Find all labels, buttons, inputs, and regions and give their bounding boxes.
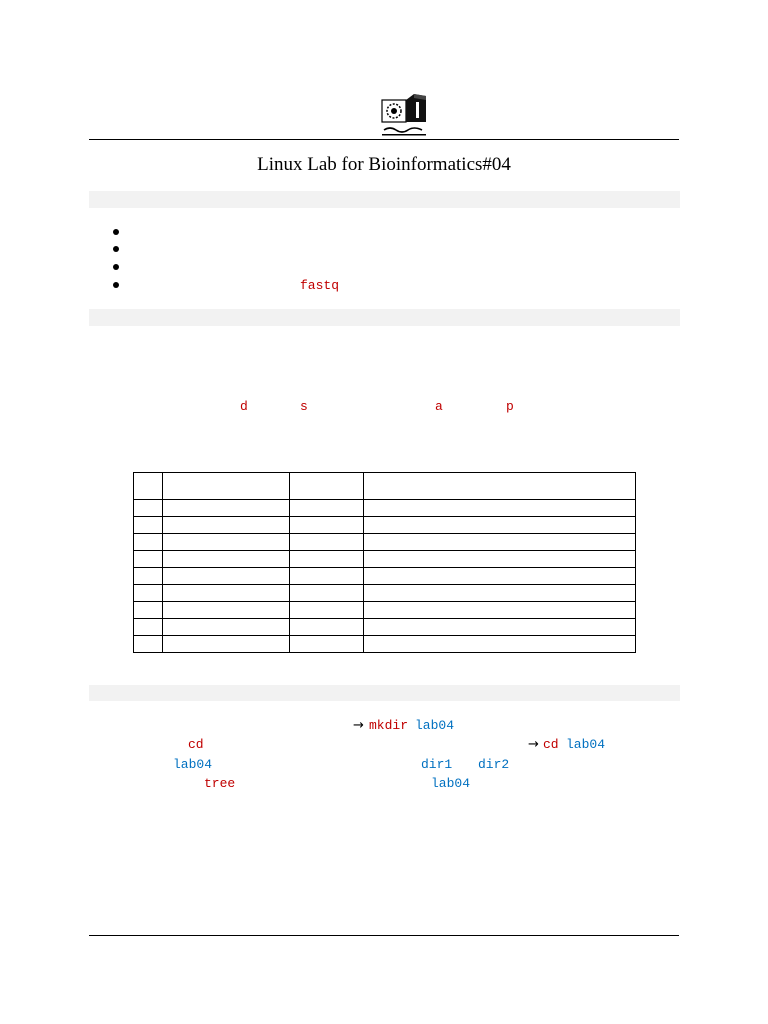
table-row	[134, 500, 636, 517]
section-band-3	[89, 685, 680, 701]
code-dir1: dir1	[421, 757, 453, 772]
code-letter-a: a	[435, 399, 443, 414]
university-logo-icon	[378, 92, 430, 138]
code-lab04: lab04	[431, 776, 471, 791]
table-row	[134, 551, 636, 568]
bullet-2	[113, 246, 119, 252]
code-tree: tree	[204, 776, 236, 791]
page-title: Linux Lab for Bioinformatics#04	[257, 154, 511, 175]
table-row	[134, 636, 636, 653]
table-header-row	[134, 473, 636, 500]
code-cd: cd	[543, 737, 559, 752]
table-row	[134, 602, 636, 619]
section-band-objectives	[89, 191, 680, 208]
code-fastq: fastq	[300, 278, 340, 293]
bullet-3	[113, 264, 119, 270]
code-cd: cd	[188, 737, 204, 752]
arrow-icon: →	[528, 737, 539, 752]
code-lab04: lab04	[173, 757, 213, 772]
bullet-1	[113, 229, 119, 235]
table-row	[134, 585, 636, 602]
bullet-4	[113, 282, 119, 288]
code-letter-d: d	[240, 399, 248, 414]
table-row	[134, 568, 636, 585]
table-row	[134, 534, 636, 551]
arrow-icon: →	[353, 718, 364, 733]
permissions-table	[133, 472, 636, 653]
code-lab04: lab04	[415, 718, 455, 733]
code-letter-p: p	[506, 399, 514, 414]
header-rule	[89, 139, 679, 140]
code-mkdir: mkdir	[369, 718, 409, 733]
table-row	[134, 619, 636, 636]
footer-rule	[89, 935, 679, 936]
code-letter-s: s	[300, 399, 308, 414]
code-lab04: lab04	[566, 737, 606, 752]
section-band-2	[89, 309, 680, 326]
table-row	[134, 517, 636, 534]
code-dir2: dir2	[478, 757, 510, 772]
